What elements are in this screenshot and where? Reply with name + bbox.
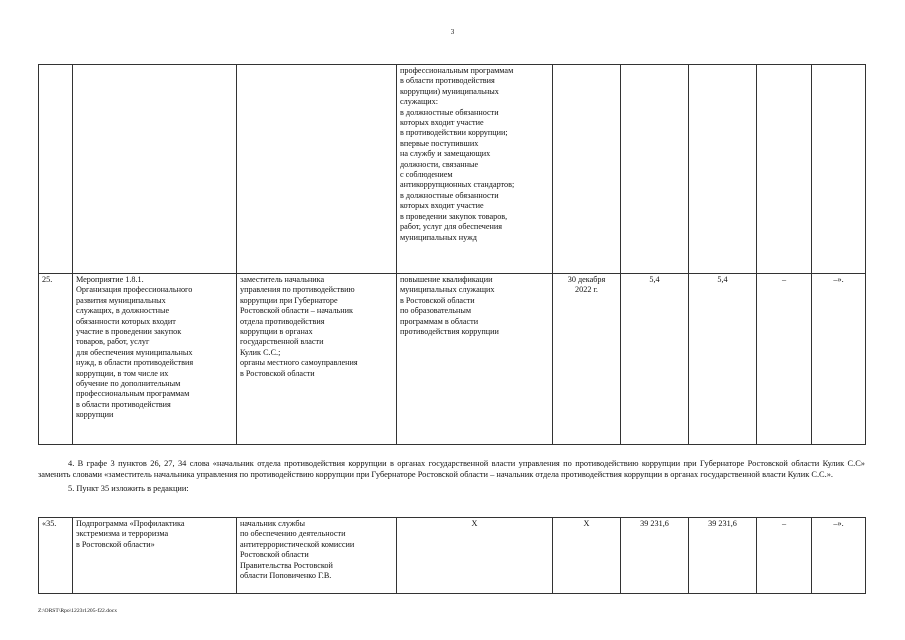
cell-other: –». [812, 274, 866, 445]
cell-regional-budget [689, 65, 757, 274]
cell-measure: Мероприятие 1.8.1. Организация профессионального развития муниципальных служащих, в должностные обязанности которых входит участие в проведении закупок товаров, работ, услуг для обеспечения муниципальных нужд, в области противодействия коррупции, в том числе их обучение по дополнительным профессиональным программам в области противодействия коррупции [73, 274, 237, 445]
cell-deadline: 30 декабря 2022 г. [553, 274, 621, 445]
item-35-table [38, 517, 866, 594]
file-path-footer: Z:\ORST\Rpo\1223r1205-f22.docx [38, 608, 118, 614]
cell-responsible: заместитель начальника управления по противодействию коррупции при Губернаторе Ростовской области – начальник отдела противодействия коррупции в органах государственной власти Кулик С.С.; органы местного самоуправления в Ростовской области [237, 274, 397, 445]
cell-total [621, 65, 689, 274]
paragraph-4: 4. В графе 3 пунктов 26, 27, 34 слова «начальник отдела противодействия коррупции в органах государственной власти управления по противодействию коррупции при Губернаторе Ростовской области Кулик С.С» заменить словами «заместитель начальника управления по противодействию коррупции при Губернаторе Ростовской области – начальник отдела противодействия коррупции в органах государственной власти Кулик С.С.». [38, 459, 865, 479]
cell-regional-budget: 39 231,6 [689, 518, 757, 594]
cell-federal-budget: – [757, 518, 812, 594]
cell-number [39, 65, 73, 274]
cell-result: профессиональным программам в области противодействия коррупции) муниципальных служащих: в должностные обязанности которых входит участие в противодействии коррупции; впервые поступивших на службу и замещающих должности, связанные с соблюдением антикоррупционных стандартов; в должностные обязанности которых входит участие в проведении закупок товаров, работ, услуг для обеспечения муниципальных нужд [397, 65, 553, 274]
cell-number: 25. [39, 274, 73, 445]
cell-federal-budget: – [757, 274, 812, 445]
cell-result: Х [397, 518, 553, 594]
cell-total: 5,4 [621, 274, 689, 445]
measures-table-continued [38, 64, 866, 445]
cell-responsible [237, 65, 397, 274]
cell-number: «35. [39, 518, 73, 594]
cell-regional-budget: 5,4 [689, 274, 757, 445]
cell-federal-budget [757, 65, 812, 274]
cell-deadline: Х [553, 518, 621, 594]
paragraph-5: 5. Пункт 35 изложить в редакции: [68, 484, 189, 493]
cell-deadline [553, 65, 621, 274]
cell-total: 39 231,6 [621, 518, 689, 594]
cell-measure: Подпрограмма «Профилактика экстремизма и терроризма в Ростовской области» [73, 518, 237, 594]
cell-responsible: начальник службы по обеспечению деятельности антитеррористической комиссии Ростовской области Правительства Ростовской области Поповиченко Г.В. [237, 518, 397, 594]
cell-result: повышение квалификации муниципальных служащих в Ростовской области по образовательным программам в области противодействия коррупции [397, 274, 553, 445]
cell-other [812, 65, 866, 274]
cell-other: –». [812, 518, 866, 594]
cell-measure [73, 65, 237, 274]
table-row [39, 65, 866, 274]
table-row [39, 518, 866, 594]
table-row [39, 274, 866, 445]
page-number: 3 [450, 28, 455, 36]
